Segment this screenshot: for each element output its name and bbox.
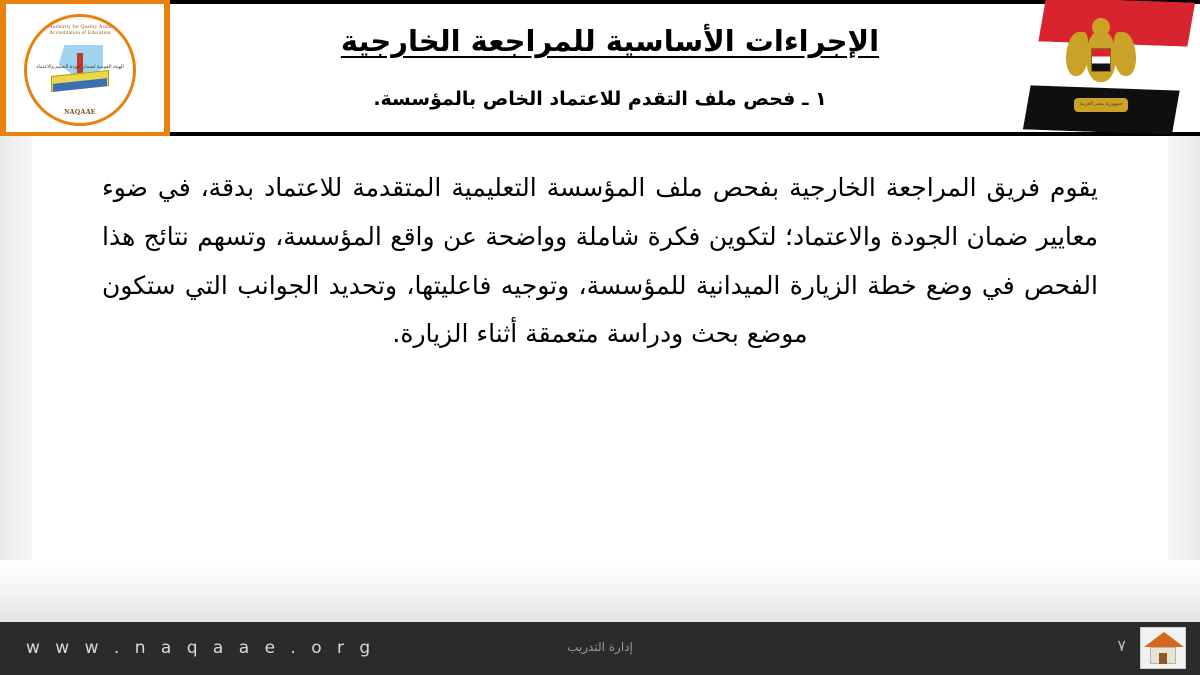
page-subtitle: ١ ـ فحص ملف التقدم للاعتماد الخاص بالمؤسسة. <box>373 88 827 110</box>
body-paragraph: يقوم فريق المراجعة الخارجية بفحص ملف المؤسسة التعليمية المتقدمة للاعتماد بدقة، في ضوء معايير ضمان الجودة والاعتماد؛ لتكوين فكرة شاملة وواضحة عن واقع المؤسسة، وتسهم نتائج هذا الفحص في وضع خطة الزيارة الميدانية للمؤسسة، وتوجيه فاعليتها، وتحديد الجوانب التي ستكون موضع بحث ودراسة متعمقة أثناء الزيارة. <box>102 173 1098 349</box>
eagle-head <box>1092 18 1110 36</box>
footer-center-note: إدارة التدريب <box>567 640 633 654</box>
logo-ring-top-text: National Authority for Quality Assurance and Accreditation of Education <box>28 24 132 36</box>
eagle-of-saladin-icon <box>1066 18 1136 114</box>
page-number: ٧ <box>1117 636 1126 655</box>
lower-gradient <box>0 560 1200 622</box>
content-area <box>32 136 1168 566</box>
logo-mid-label: الهيئة القومية لضمان جودة التعليم والاعتماد <box>36 65 124 70</box>
eagle-wing-right <box>1114 32 1136 76</box>
eagle-shield <box>1091 48 1111 72</box>
left-margin-strip <box>0 136 32 622</box>
footer-bar <box>0 622 1200 675</box>
eagle-wing-left <box>1066 32 1088 76</box>
page-title: الإجراءات الأساسية للمراجعة الخارجية <box>340 24 880 58</box>
egypt-flag-emblem <box>1004 0 1184 136</box>
home-door <box>1159 653 1167 664</box>
home-icon[interactable] <box>1140 627 1186 669</box>
home-roof <box>1144 632 1184 647</box>
footer-website-link[interactable]: w w w . n a q a a e . o r g <box>26 638 376 658</box>
logo-core <box>41 39 119 101</box>
right-margin-strip <box>1168 136 1200 622</box>
eagle-scroll: جمهورية مصر العربية <box>1074 98 1128 112</box>
logo-ring-bottom-text: NAQAAE <box>64 108 96 116</box>
naqaae-logo-icon <box>24 14 136 126</box>
